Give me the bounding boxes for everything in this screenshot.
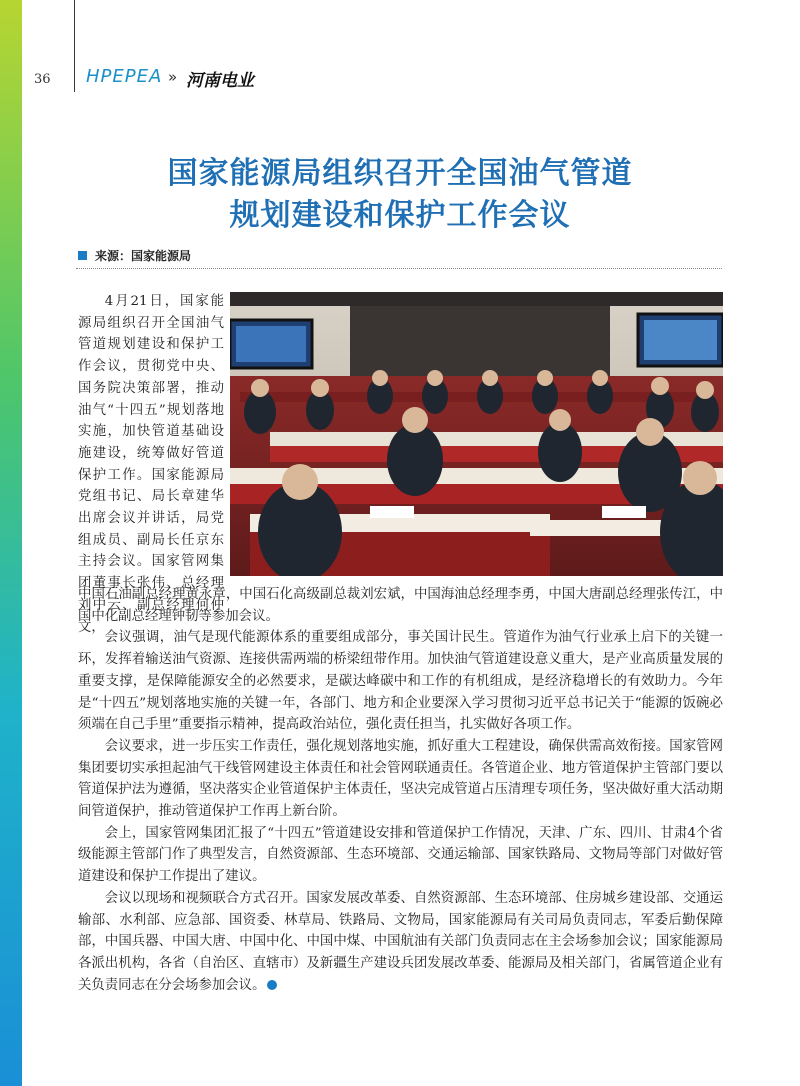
- article-source: [78, 247, 191, 264]
- brand-logo: HPEPEA: [86, 66, 163, 87]
- paragraph-4: [78, 888, 723, 997]
- end-mark-icon: [267, 980, 277, 990]
- intro-paragraph: 4月21日，国家能源局组织召开全国油气管道规划建设和保护工作会议，贯彻党中央、国务院决策部署，推动油气“十四五”规划落地实施，加快管道基础设施建设，统筹做好管道保护工作。国家能源局党组书记、局长章建华出席会议并讲话，局党组成员、副局长任京东主持会议。国家管网集团董事长张伟、总经理刘中云、副总经理何仲文，: [78, 294, 224, 635]
- paragraph-4-text: 会议以现场和视频联合方式召开。国家发展改革委、自然资源部、生态环境部、住房城乡建设部、交通运输部、水利部、应急部、国资委、林草局、铁路局、文物局，国家能源局有关司局负责同志，军委后勤保障部，中国兵器、中国大唐、中国中化、中国中煤、中国航油有关部门负责同志在主会场参加会议；国家能源局各派出机构，各省（自治区、直辖市）及新疆生产建设兵团发展改革委、能源局及相关部门，省属管道企业有关负责同志在分会场参加会议。: [78, 890, 723, 993]
- source-text: 来源：国家能源局: [95, 249, 192, 263]
- paragraph-1: 会议强调，油气是现代能源体系的重要组成部分，事关国计民生。管道作为油气行业承上启下的关键一环，发挥着输送油气资源、连接供需两端的桥梁纽带作用。加快油气管道建设意义重大，是产业高质量发展的重要支撑，是保障能源安全的必然要求，是碳达峰碳中和工作的有机组成，是经济稳增长的有效助力。今年是“十四五”规划落地实施的关键一年，各部门、地方和企业要深入学习贯彻习近平总书记关于“能源的饭碗必须端在自己手里”重要指示精神，提高政治站位，强化责任担当，扎实做好各项工作。: [78, 630, 723, 733]
- article-title-line1: 国家能源局组织召开全国油气管道: [167, 156, 633, 191]
- paragraph-2: 会议要求，进一步压实工作责任，强化规划落地实施，抓好重大工程建设，确保供需高效衔接。国家管网集团要切实承担起油气干线管网建设主体责任和社会管网联通责任。各管道企业、地方管道保护主管部门要以管道保护法为遵循，坚决落实企业管道保护主体责任，坚决完成管道占压清理专项任务，坚决做好重大活动期间管道保护，推动管道保护工作再上新台阶。: [78, 738, 723, 820]
- square-bullet-icon: [78, 251, 87, 260]
- header-divider: [74, 0, 75, 92]
- article-title-line2: 规划建设和保护工作会议: [229, 198, 571, 233]
- page-number: 36: [34, 72, 51, 87]
- chevron-separator-icon: »: [168, 68, 178, 86]
- meeting-photo: [230, 292, 723, 576]
- dotted-divider: [76, 268, 722, 269]
- intro-continuation: 中国石油副总经理黄永章，中国石化高级副总裁刘宏斌，中国海油总经理李勇，中国大唐副总经理张传江，中国中化副总经理钟韧等参加会议。: [78, 587, 723, 624]
- side-color-bar: [0, 0, 22, 1086]
- paragraph-3: 会上，国家管网集团汇报了“十四五”管道建设安排和管道保护工作情况，天津、广东、四川、甘肃4个省级能源主管部门作了典型发言，自然资源部、生态环境部、交通运输部、国家铁路局、文物局等部门对做好管道建设和保护工作提出了建议。: [78, 825, 723, 885]
- article-body: [78, 584, 723, 996]
- magazine-name: 河南电业: [186, 71, 254, 91]
